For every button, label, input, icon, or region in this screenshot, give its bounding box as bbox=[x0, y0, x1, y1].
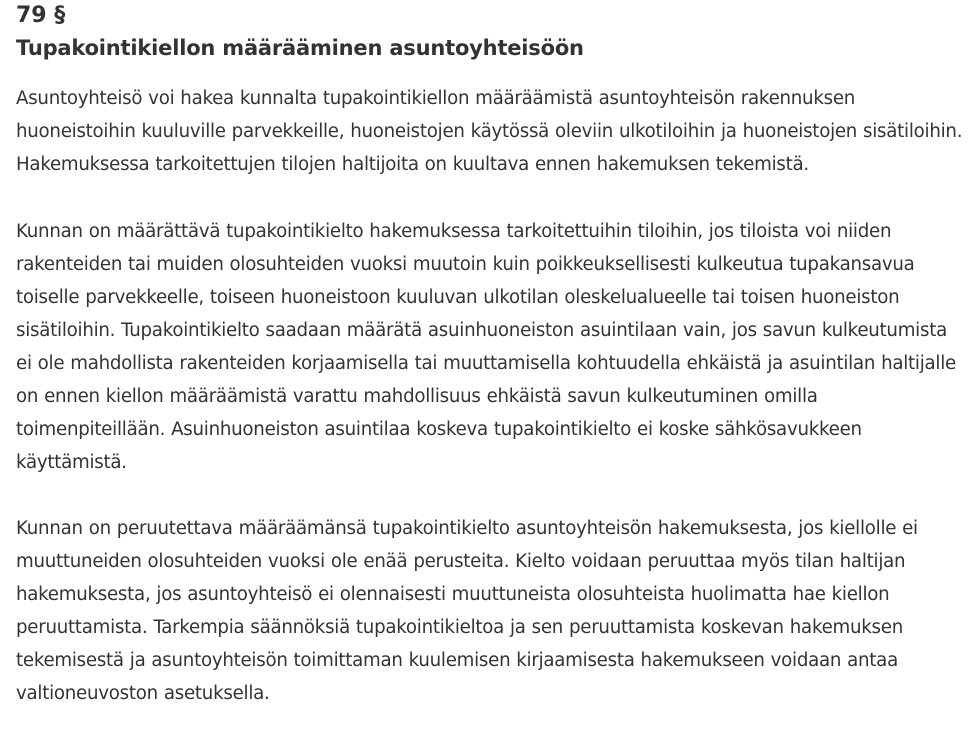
section-paragraph-2: Kunnan on määrättävä tupakointikielto hakemuksessa tarkoitettuihin tiloihin, jos tiloista voi niiden rakenteiden tai muiden olosuhteiden vuoksi muutoin kuin poikkeuksellisesti kulkeutua tupakansavua toiselle parvekkeelle, toiseen huoneistoon kuuluvan ulkotilan oleskelualueelle tai toisen huoneiston sisätiloihin. Tupakointikielto saadaan määrätä asuinhuoneiston asuintilaan vain, jos savun kulkeutumista ei ole mahdollista rakenteiden korjaamisella tai muuttamisella kohtuudella ehkäistä ja asuintilan haltijalle on ennen kiellon määräämistä varattu mahdollisuus ehkäistä savun kulkeutuminen omilla toimenpiteillään. Asuinhuoneiston asuintilaa koskeva tupakointikielto ei koske sähkösavukkeen käyttämistä. bbox=[16, 221, 956, 473]
section-paragraph-1: Asuntoyhteisö voi hakea kunnalta tupakointikiellon määräämistä asuntoyhteisön rakennuksen huoneistoihin kuuluville parvekkeille, huoneistojen käytössä oleviin ulkotiloihin ja huoneistojen sisätiloihin. Hakemuksessa tarkoitettujen tilojen haltijoita on kuultava ennen hakemuksen tekemistä. bbox=[16, 88, 963, 175]
law-section bbox=[16, 0, 966, 710]
section-title: Tupakointikiellon määrääminen asuntoyhteisöön bbox=[16, 36, 584, 60]
section-paragraph-3: Kunnan on peruutettava määräämänsä tupakointikielto asuntoyhteisön hakemuksesta, jos kiellolle ei muuttuneiden olosuhteiden vuoksi ole enää perusteita. Kielto voidaan peruuttaa myös tilan haltijan hakemuksesta, jos asuntoyhteisö ei olennaisesti muuttuneista olosuhteista huolimatta hae kiellon peruuttamista. Tarkempia säännöksiä tupakointikieltoa ja sen peruuttamista koskevan hakemuksen tekemisestä ja asuntoyhteisön toimittaman kuulemisen kirjaamisesta hakemukseen voidaan antaa valtioneuvoston asetuksella. bbox=[16, 518, 918, 704]
section-number: 79 § bbox=[16, 3, 66, 28]
